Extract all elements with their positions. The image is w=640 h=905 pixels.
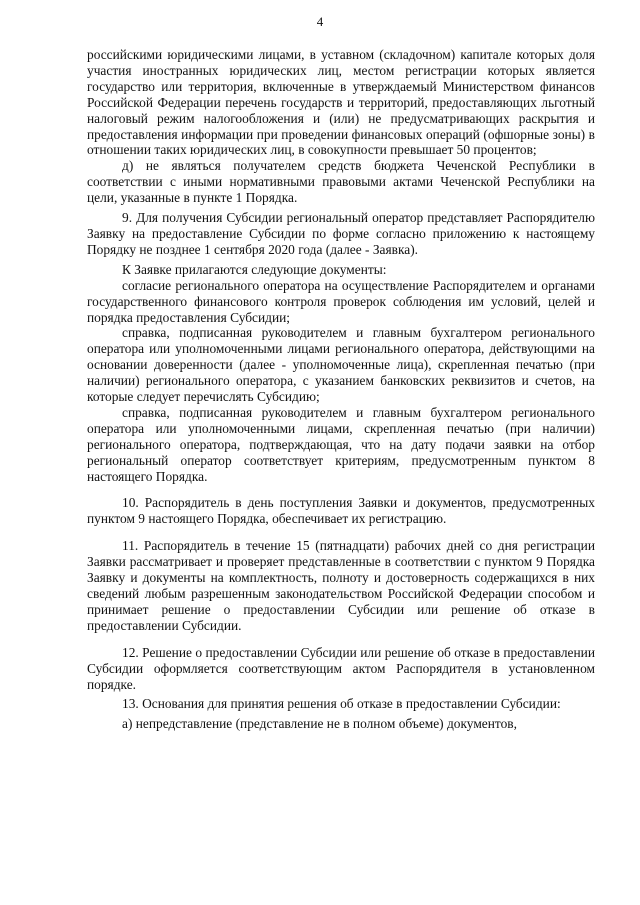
- paragraph-attached-documents: К Заявке прилагаются следующие документы:: [122, 261, 387, 277]
- page-number: 4: [316, 14, 324, 29]
- paragraph-section-12: 12. Решение о предоставлении Субсидии или решение об отказе в предоставлении Субсидии оформляется соответствующим актом Распорядителя в установленном порядке.: [87, 644, 595, 692]
- paragraph-section-13: 13. Основания для принятия решения об отказе в предоставлении Субсидии:: [122, 696, 561, 712]
- paragraph-compliance-certificate: справка, подписанная руководителем и главным бухгалтером регионального оператора или уполномоченными лицами, скрепленная печатью (при наличии) регионального оператора, подтверждающая, что на дату подачи заявки на отбор региональный оператор соответствует критериям, предусмотренным пунктом 8 настоящего Порядка.: [87, 404, 595, 484]
- paragraph-section-10: 10. Распорядитель в день поступления Заявки и документов, предусмотренных пунктом 9 настоящего Порядка, обеспечивает их регистрацию.: [87, 495, 595, 527]
- paragraph-offshore-condition: российскими юридическими лицами, в уставном (складочном) капитале которых доля участия иностранных юридических лиц, местом регистрации которых является государство или территория, включенные в утверждаемый Министерством финансов Российской Федерации перечень государств и территорий, предоставляющих льготный налоговый режим налогообложения и (или) не предусматривающих раскрытия и предоставления информации при проведении финансовых операций (офшорные зоны) в отношении таких юридических лиц, в совокупности превышает 50 процентов;: [87, 47, 595, 158]
- paragraph-consent: согласие регионального оператора на осуществление Распорядителем и органами государственного финансового контроля проверок соблюдения им условий, целей и порядка предоставления Субсидии;: [87, 277, 595, 325]
- paragraph-item-a: а) непредставление (представление не в полном объеме) документов,: [122, 716, 517, 732]
- paragraph-bank-details-certificate: справка, подписанная руководителем и главным бухгалтером регионального оператора или уполномоченными лицами регионального оператора, действующими на основании доверенности (далее - уполномоченные лица), скрепленная печатью (при наличии) регионального оператора, с указанием банковских реквизитов и счетов, на которые следует перечислять Субсидию;: [87, 325, 595, 405]
- paragraph-item-d: д) не являться получателем средств бюджета Чеченской Республики в соответствии с иными нормативными правовыми актами Чеченской Республики на цели, указанные в пункте 1 Порядка.: [87, 158, 595, 206]
- paragraph-section-11: 11. Распорядитель в течение 15 (пятнадцати) рабочих дней со дня регистрации Заявки рассматривает и проверяет представленные в соответствии с пунктом 9 Порядка Заявку и документы на комплектность, полноту и достоверность содержащихся в них сведений любым разрешенным законодательством Российской Федерации способом и принимает решение о предоставлении Субсидии или решение об отказе в предоставлении Субсидии.: [87, 538, 595, 633]
- paragraph-section-9: 9. Для получения Субсидии региональный оператор представляет Распорядителю Заявку на предоставление Субсидии по форме согласно приложению к настоящему Порядку не позднее 1 сентября 2020 года (далее - Заявка).: [87, 210, 595, 257]
- document-body: [87, 47, 595, 732]
